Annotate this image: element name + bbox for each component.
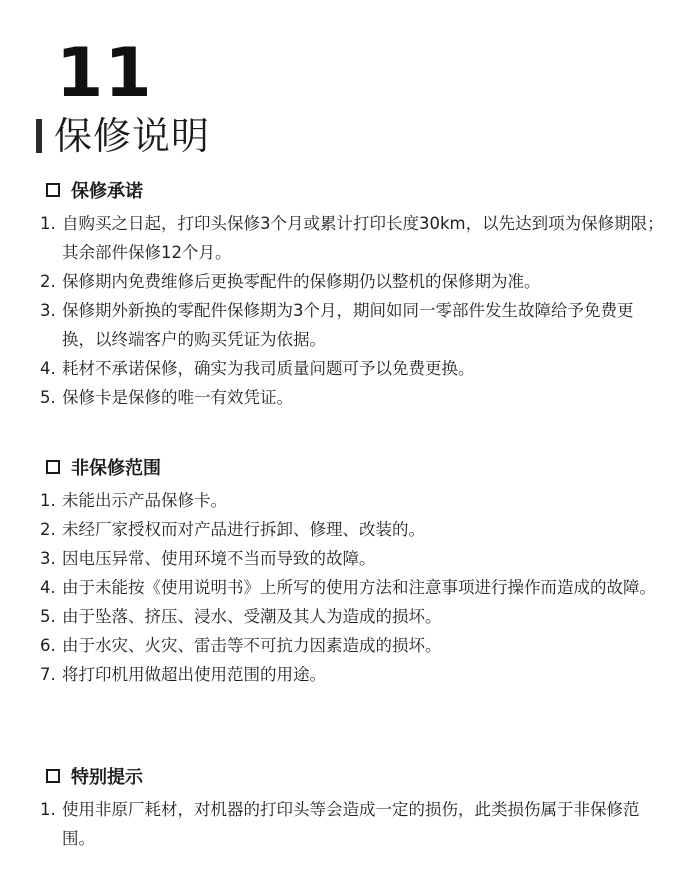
item-number: 1. [40, 800, 56, 819]
list-item [40, 383, 666, 412]
item-number: 2. [40, 272, 56, 291]
item-text: 自购买之日起，打印头保修3个月或累计打印长度30km，以先达到项为保修期限；其余部件保修12个月。 [62, 214, 664, 262]
item-number: 5. [40, 388, 56, 407]
item-text: 由于未能按《使用说明书》上所写的使用方法和注意事项进行操作而造成的故障。 [62, 578, 656, 597]
non-warranty-list [40, 486, 666, 689]
checkbox-icon [46, 183, 60, 197]
item-number: 3. [40, 549, 56, 568]
list-item [40, 209, 666, 267]
section-header [46, 177, 666, 203]
section-warranty-promise [40, 177, 666, 412]
item-text: 使用非原厂耗材，对机器的打印头等会造成一定的损伤，此类损伤属于非保修范围。 [62, 800, 640, 848]
warranty-promise-list [40, 209, 666, 412]
item-number: 6. [40, 636, 56, 655]
item-number: 5. [40, 607, 56, 626]
section-header [46, 454, 666, 480]
item-text: 未经厂家授权而对产品进行拆卸、修理、改装的。 [62, 520, 425, 539]
list-item [40, 795, 666, 853]
item-text: 将打印机用做超出使用范围的用途。 [62, 665, 326, 684]
list-item [40, 296, 666, 354]
item-text: 未能出示产品保修卡。 [62, 491, 227, 510]
list-item [40, 267, 666, 296]
list-item [40, 573, 666, 602]
page-title-block [36, 112, 210, 160]
item-text: 由于坠落、挤压、浸水、受潮及其人为造成的损坏。 [62, 607, 442, 626]
list-item [40, 544, 666, 573]
list-item [40, 631, 666, 660]
item-text: 因电压异常、使用环境不当而导致的故障。 [62, 549, 376, 568]
list-item [40, 515, 666, 544]
checkbox-icon [46, 769, 60, 783]
item-text: 由于水灾、火灾、雷击等不可抗力因素造成的损坏。 [62, 636, 442, 655]
item-number: 7. [40, 665, 56, 684]
item-text: 保修卡是保修的唯一有效凭证。 [62, 388, 293, 407]
title-accent-bar [36, 119, 42, 153]
item-number: 4. [40, 359, 56, 378]
section-title: 特别提示 [71, 767, 143, 788]
item-number: 1. [40, 491, 56, 510]
item-text: 耗材不承诺保修，确实为我司质量问题可予以免费更换。 [62, 359, 475, 378]
item-text: 保修期内免费维修后更换零配件的保修期仍以整机的保修期为准。 [62, 272, 541, 291]
section-title: 保修承诺 [71, 181, 143, 202]
section-non-warranty-scope [40, 454, 666, 689]
item-number: 1. [40, 214, 56, 233]
list-item [40, 602, 666, 631]
item-number: 4. [40, 578, 56, 597]
special-notice-list [40, 795, 666, 853]
section-header [46, 763, 666, 789]
section-title: 非保修范围 [71, 458, 161, 479]
item-number: 2. [40, 520, 56, 539]
page-number: 11 [56, 34, 153, 113]
item-text: 保修期外新换的零配件保修期为3个月，期间如同一零部件发生故障给予免费更换，以终端客户的购买凭证为依据。 [62, 301, 634, 349]
list-item [40, 486, 666, 515]
section-special-notice [40, 763, 666, 853]
list-item [40, 354, 666, 383]
page-title: 保修说明 [54, 114, 211, 158]
list-item [40, 660, 666, 689]
item-number: 3. [40, 301, 56, 320]
checkbox-icon [46, 460, 60, 474]
